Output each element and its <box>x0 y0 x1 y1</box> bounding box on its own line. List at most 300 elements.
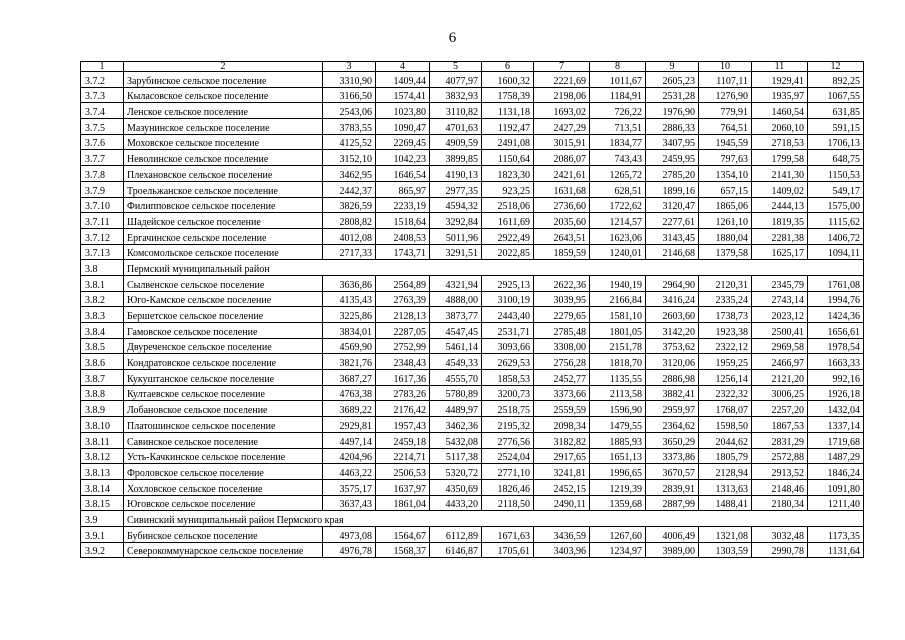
section-name: Пермский муниципальный район <box>124 260 864 276</box>
value-cell: 1823,30 <box>482 166 534 182</box>
value-cell: 2035,60 <box>534 213 590 229</box>
table-row <box>81 417 864 433</box>
value-cell: 2917,65 <box>534 448 590 464</box>
row-code: 3.8.12 <box>81 448 124 464</box>
value-cell: 5432,08 <box>430 432 482 448</box>
value-cell: 2736,60 <box>534 197 590 213</box>
value-cell: 2831,29 <box>752 432 808 448</box>
value-cell: 3120,47 <box>646 197 699 213</box>
value-cell: 4350,69 <box>430 479 482 495</box>
value-cell: 1409,44 <box>376 72 430 88</box>
value-cell: 1219,39 <box>590 479 646 495</box>
row-code: 3.7.13 <box>81 244 124 260</box>
settlement-name: Моховское сельское поселение <box>124 134 323 150</box>
settlement-name: Кондратовское сельское поселение <box>124 354 323 370</box>
value-cell: 1184,91 <box>590 87 646 103</box>
value-cell: 2629,53 <box>482 354 534 370</box>
value-cell: 1256,14 <box>699 370 752 386</box>
value-cell: 1945,59 <box>699 134 752 150</box>
value-cell: 1834,77 <box>590 134 646 150</box>
row-code: 3.8.11 <box>81 432 124 448</box>
value-cell: 2233,19 <box>376 197 430 213</box>
table-row <box>81 72 864 88</box>
settlement-name: Неволинское сельское поселение <box>124 150 323 166</box>
value-cell: 1211,40 <box>808 495 864 511</box>
value-cell: 3826,59 <box>323 197 376 213</box>
data-table <box>80 61 864 558</box>
value-cell: 1799,58 <box>752 150 808 166</box>
value-cell: 4547,45 <box>430 323 482 339</box>
value-cell: 1240,01 <box>590 244 646 260</box>
settlement-name: Хохловское сельское поселение <box>124 479 323 495</box>
row-code: 3.8.9 <box>81 401 124 417</box>
value-cell: 2277,61 <box>646 213 699 229</box>
value-cell: 797,63 <box>699 150 752 166</box>
value-cell: 4976,78 <box>323 542 376 558</box>
value-cell: 4012,08 <box>323 228 376 244</box>
value-cell: 2756,28 <box>534 354 590 370</box>
value-cell: 2808,82 <box>323 213 376 229</box>
value-cell: 1091,80 <box>808 479 864 495</box>
value-cell: 3650,29 <box>646 432 699 448</box>
column-header: 10 <box>699 62 752 72</box>
column-header: 6 <box>482 62 534 72</box>
value-cell: 3753,62 <box>646 338 699 354</box>
table-row <box>81 448 864 464</box>
row-code: 3.7.4 <box>81 103 124 119</box>
value-cell: 713,51 <box>590 119 646 135</box>
settlement-name: Бершетское сельское поселение <box>124 307 323 323</box>
value-cell: 4204,96 <box>323 448 376 464</box>
value-cell: 2281,38 <box>752 228 808 244</box>
value-cell: 2605,23 <box>646 72 699 88</box>
settlement-name: Лобановское сельское поселение <box>124 401 323 417</box>
value-cell: 1023,80 <box>376 103 430 119</box>
value-cell: 2444,13 <box>752 197 808 213</box>
value-cell: 2913,52 <box>752 464 808 480</box>
value-cell: 3407,95 <box>646 134 699 150</box>
value-cell: 2121,20 <box>752 370 808 386</box>
row-code: 3.8.2 <box>81 291 124 307</box>
value-cell: 4701,63 <box>430 119 482 135</box>
value-cell: 2128,94 <box>699 464 752 480</box>
settlement-name: Платошинское сельское поселение <box>124 417 323 433</box>
table-row <box>81 385 864 401</box>
value-cell: 2959,97 <box>646 401 699 417</box>
settlement-name: Двуреченское сельское поселение <box>124 338 323 354</box>
value-cell: 2518,06 <box>482 197 534 213</box>
value-cell: 1267,60 <box>590 526 646 542</box>
value-cell: 923,25 <box>482 181 534 197</box>
value-cell: 2783,26 <box>376 385 430 401</box>
value-cell: 3416,24 <box>646 291 699 307</box>
value-cell: 2603,60 <box>646 307 699 323</box>
value-cell: 2364,62 <box>646 417 699 433</box>
value-cell: 2500,41 <box>752 323 808 339</box>
table-row <box>81 323 864 339</box>
column-header: 2 <box>124 62 323 72</box>
value-cell: 2198,06 <box>534 87 590 103</box>
table-row <box>81 150 864 166</box>
value-cell: 2148,46 <box>752 479 808 495</box>
table-row <box>81 526 864 542</box>
table-row <box>81 495 864 511</box>
table-row <box>81 432 864 448</box>
value-cell: 2452,77 <box>534 370 590 386</box>
row-code: 3.7.3 <box>81 87 124 103</box>
value-cell: 1150,53 <box>808 166 864 182</box>
value-cell: 1518,64 <box>376 213 430 229</box>
value-cell: 1135,55 <box>590 370 646 386</box>
value-cell: 4549,33 <box>430 354 482 370</box>
value-cell: 2022,85 <box>482 244 534 260</box>
value-cell: 1693,02 <box>534 103 590 119</box>
value-cell: 1094,11 <box>808 244 864 260</box>
value-cell: 4135,43 <box>323 291 376 307</box>
table-row <box>81 87 864 103</box>
value-cell: 4763,38 <box>323 385 376 401</box>
row-code: 3.8.15 <box>81 495 124 511</box>
value-cell: 2717,33 <box>323 244 376 260</box>
value-cell: 1758,39 <box>482 87 534 103</box>
value-cell: 1656,61 <box>808 323 864 339</box>
value-cell: 3373,86 <box>646 448 699 464</box>
column-header: 1 <box>81 62 124 72</box>
column-header: 9 <box>646 62 699 72</box>
value-cell: 1846,24 <box>808 464 864 480</box>
row-code: 3.7.9 <box>81 181 124 197</box>
table-row <box>81 479 864 495</box>
value-cell: 2348,43 <box>376 354 430 370</box>
table-row <box>81 103 864 119</box>
row-code: 3.9.2 <box>81 542 124 558</box>
value-cell: 3687,27 <box>323 370 376 386</box>
value-cell: 3291,51 <box>430 244 482 260</box>
row-code: 3.8 <box>81 260 124 276</box>
value-cell: 2176,42 <box>376 401 430 417</box>
value-cell: 3310,90 <box>323 72 376 88</box>
value-cell: 1768,07 <box>699 401 752 417</box>
table-row <box>81 307 864 323</box>
settlement-name: Ленское сельское поселение <box>124 103 323 119</box>
column-header: 8 <box>590 62 646 72</box>
value-cell: 2506,53 <box>376 464 430 480</box>
value-cell: 1568,37 <box>376 542 430 558</box>
value-cell: 3462,95 <box>323 166 376 182</box>
value-cell: 4555,70 <box>430 370 482 386</box>
value-cell: 1574,41 <box>376 87 430 103</box>
settlement-name: Бубинское сельское поселение <box>124 526 323 542</box>
value-cell: 1409,02 <box>752 181 808 197</box>
value-cell: 1090,47 <box>376 119 430 135</box>
value-cell: 2771,10 <box>482 464 534 480</box>
value-cell: 1743,71 <box>376 244 430 260</box>
value-cell: 3899,85 <box>430 150 482 166</box>
column-header: 11 <box>752 62 808 72</box>
value-cell: 1957,43 <box>376 417 430 433</box>
value-cell: 4909,59 <box>430 134 482 150</box>
value-cell: 5780,89 <box>430 385 482 401</box>
value-cell: 2925,13 <box>482 275 534 291</box>
value-cell: 1067,55 <box>808 87 864 103</box>
value-cell: 1978,54 <box>808 338 864 354</box>
value-cell: 1487,29 <box>808 448 864 464</box>
value-cell: 1150,64 <box>482 150 534 166</box>
value-cell: 2491,08 <box>482 134 534 150</box>
value-cell: 4321,94 <box>430 275 482 291</box>
value-cell: 3989,00 <box>646 542 699 558</box>
value-cell: 1994,76 <box>808 291 864 307</box>
row-code: 3.7.10 <box>81 197 124 213</box>
row-code: 3.8.7 <box>81 370 124 386</box>
value-cell: 3015,91 <box>534 134 590 150</box>
value-cell: 1600,32 <box>482 72 534 88</box>
column-header: 3 <box>323 62 376 72</box>
value-cell: 1705,61 <box>482 542 534 558</box>
value-cell: 2151,78 <box>590 338 646 354</box>
value-cell: 1940,19 <box>590 275 646 291</box>
value-cell: 3832,93 <box>430 87 482 103</box>
value-cell: 4125,52 <box>323 134 376 150</box>
value-cell: 3120,06 <box>646 354 699 370</box>
value-cell: 2886,33 <box>646 119 699 135</box>
value-cell: 2060,10 <box>752 119 808 135</box>
value-cell: 4433,20 <box>430 495 482 511</box>
value-cell: 3241,81 <box>534 464 590 480</box>
value-cell: 3143,45 <box>646 228 699 244</box>
value-cell: 1663,33 <box>808 354 864 370</box>
value-cell: 2776,56 <box>482 432 534 448</box>
value-cell: 2195,32 <box>482 417 534 433</box>
value-cell: 2279,65 <box>534 307 590 323</box>
value-cell: 1596,90 <box>590 401 646 417</box>
value-cell: 2113,58 <box>590 385 646 401</box>
value-cell: 2990,78 <box>752 542 808 558</box>
row-code: 3.9.1 <box>81 526 124 542</box>
value-cell: 4489,97 <box>430 401 482 417</box>
value-cell: 2443,40 <box>482 307 534 323</box>
value-cell: 1867,53 <box>752 417 808 433</box>
value-cell: 1359,68 <box>590 495 646 511</box>
section-row <box>81 260 864 276</box>
value-cell: 1637,97 <box>376 479 430 495</box>
value-cell: 2564,89 <box>376 275 430 291</box>
row-code: 3.7.11 <box>81 213 124 229</box>
value-cell: 1923,38 <box>699 323 752 339</box>
row-code: 3.8.13 <box>81 464 124 480</box>
column-header: 12 <box>808 62 864 72</box>
value-cell: 2120,31 <box>699 275 752 291</box>
value-cell: 5117,38 <box>430 448 482 464</box>
value-cell: 5461,14 <box>430 338 482 354</box>
value-cell: 2763,39 <box>376 291 430 307</box>
value-cell: 1173,35 <box>808 526 864 542</box>
settlement-name: Сылвенское сельское поселение <box>124 275 323 291</box>
value-cell: 1861,04 <box>376 495 430 511</box>
value-cell: 2490,11 <box>534 495 590 511</box>
value-cell: 3292,84 <box>430 213 482 229</box>
header-row <box>81 62 864 72</box>
value-cell: 2442,37 <box>323 181 376 197</box>
settlement-name: Юговское сельское поселение <box>124 495 323 511</box>
value-cell: 1406,72 <box>808 228 864 244</box>
column-header: 5 <box>430 62 482 72</box>
settlement-name: Филипповское сельское поселение <box>124 197 323 213</box>
value-cell: 2098,34 <box>534 417 590 433</box>
row-code: 3.8.6 <box>81 354 124 370</box>
row-code: 3.7.12 <box>81 228 124 244</box>
value-cell: 3152,10 <box>323 150 376 166</box>
table-row <box>81 370 864 386</box>
value-cell: 2427,29 <box>534 119 590 135</box>
value-cell: 2257,20 <box>752 401 808 417</box>
value-cell: 1321,08 <box>699 526 752 542</box>
value-cell: 3436,59 <box>534 526 590 542</box>
settlement-name: Плехановское сельское поселение <box>124 166 323 182</box>
table-row <box>81 166 864 182</box>
value-cell: 2977,35 <box>430 181 482 197</box>
table-body <box>81 62 864 558</box>
value-cell: 4973,08 <box>323 526 376 542</box>
value-cell: 1819,35 <box>752 213 808 229</box>
value-cell: 1858,53 <box>482 370 534 386</box>
settlement-name: Северокоммунарское сельское поселение <box>124 542 323 558</box>
value-cell: 1011,67 <box>590 72 646 88</box>
value-cell: 1625,17 <box>752 244 808 260</box>
value-cell: 3821,76 <box>323 354 376 370</box>
value-cell: 2180,34 <box>752 495 808 511</box>
table-row <box>81 213 864 229</box>
value-cell: 1885,93 <box>590 432 646 448</box>
value-cell: 1432,04 <box>808 401 864 417</box>
value-cell: 1234,97 <box>590 542 646 558</box>
value-cell: 4497,14 <box>323 432 376 448</box>
section-name: Сивинский муниципальный район Пермского края <box>124 511 864 527</box>
row-code: 3.8.5 <box>81 338 124 354</box>
value-cell: 631,85 <box>808 103 864 119</box>
value-cell: 3670,57 <box>646 464 699 480</box>
value-cell: 1899,16 <box>646 181 699 197</box>
row-code: 3.7.5 <box>81 119 124 135</box>
value-cell: 3636,86 <box>323 275 376 291</box>
table-row <box>81 354 864 370</box>
table-row <box>81 181 864 197</box>
value-cell: 779,91 <box>699 103 752 119</box>
value-cell: 628,51 <box>590 181 646 197</box>
value-cell: 1865,06 <box>699 197 752 213</box>
settlement-name: Шадейское сельское поселение <box>124 213 323 229</box>
value-cell: 2785,48 <box>534 323 590 339</box>
value-cell: 2459,95 <box>646 150 699 166</box>
value-cell: 2466,97 <box>752 354 808 370</box>
value-cell: 1488,41 <box>699 495 752 511</box>
value-cell: 1646,54 <box>376 166 430 182</box>
table-row <box>81 542 864 558</box>
value-cell: 3575,17 <box>323 479 376 495</box>
value-cell: 3166,50 <box>323 87 376 103</box>
row-code: 3.8.4 <box>81 323 124 339</box>
value-cell: 2166,84 <box>590 291 646 307</box>
value-cell: 4463,22 <box>323 464 376 480</box>
value-cell: 3032,48 <box>752 526 808 542</box>
value-cell: 2531,28 <box>646 87 699 103</box>
value-cell: 743,43 <box>590 150 646 166</box>
value-cell: 3182,82 <box>534 432 590 448</box>
table-row <box>81 464 864 480</box>
value-cell: 2887,99 <box>646 495 699 511</box>
value-cell: 5011,96 <box>430 228 482 244</box>
value-cell: 2622,36 <box>534 275 590 291</box>
value-cell: 1131,18 <box>482 103 534 119</box>
table-row <box>81 291 864 307</box>
table-row <box>81 401 864 417</box>
value-cell: 4594,32 <box>430 197 482 213</box>
value-cell: 1192,47 <box>482 119 534 135</box>
table-row <box>81 134 864 150</box>
table-row <box>81 275 864 291</box>
value-cell: 2023,12 <box>752 307 808 323</box>
value-cell: 1261,10 <box>699 213 752 229</box>
value-cell: 2408,53 <box>376 228 430 244</box>
value-cell: 2559,59 <box>534 401 590 417</box>
column-header: 7 <box>534 62 590 72</box>
value-cell: 1611,69 <box>482 213 534 229</box>
value-cell: 992,16 <box>808 370 864 386</box>
value-cell: 1706,13 <box>808 134 864 150</box>
value-cell: 1313,63 <box>699 479 752 495</box>
value-cell: 1719,68 <box>808 432 864 448</box>
value-cell: 726,22 <box>590 103 646 119</box>
value-cell: 1479,55 <box>590 417 646 433</box>
settlement-name: Комсомольское сельское поселение <box>124 244 323 260</box>
value-cell: 1929,41 <box>752 72 808 88</box>
settlement-name: Савинское сельское поселение <box>124 432 323 448</box>
value-cell: 2922,49 <box>482 228 534 244</box>
value-cell: 4888,00 <box>430 291 482 307</box>
value-cell: 2421,61 <box>534 166 590 182</box>
page-number: 6 <box>448 30 457 46</box>
value-cell: 657,15 <box>699 181 752 197</box>
value-cell: 1598,50 <box>699 417 752 433</box>
value-cell: 2743,14 <box>752 291 808 307</box>
value-cell: 2752,99 <box>376 338 430 354</box>
value-cell: 1761,08 <box>808 275 864 291</box>
value-cell: 2146,68 <box>646 244 699 260</box>
value-cell: 2886,98 <box>646 370 699 386</box>
value-cell: 3093,66 <box>482 338 534 354</box>
value-cell: 2287,05 <box>376 323 430 339</box>
table-row <box>81 244 864 260</box>
value-cell: 3225,86 <box>323 307 376 323</box>
column-header: 4 <box>376 62 430 72</box>
value-cell: 591,15 <box>808 119 864 135</box>
value-cell: 1581,10 <box>590 307 646 323</box>
value-cell: 865,97 <box>376 181 430 197</box>
value-cell: 1379,58 <box>699 244 752 260</box>
value-cell: 4569,90 <box>323 338 376 354</box>
value-cell: 2572,88 <box>752 448 808 464</box>
settlement-name: Ергачинское сельское поселение <box>124 228 323 244</box>
row-code: 3.8.1 <box>81 275 124 291</box>
row-code: 3.8.3 <box>81 307 124 323</box>
table-row <box>81 338 864 354</box>
value-cell: 2452,15 <box>534 479 590 495</box>
value-cell: 6146,87 <box>430 542 482 558</box>
table-row <box>81 228 864 244</box>
value-cell: 4006,49 <box>646 526 699 542</box>
value-cell: 892,25 <box>808 72 864 88</box>
settlement-name: Юго-Камское сельское поселение <box>124 291 323 307</box>
